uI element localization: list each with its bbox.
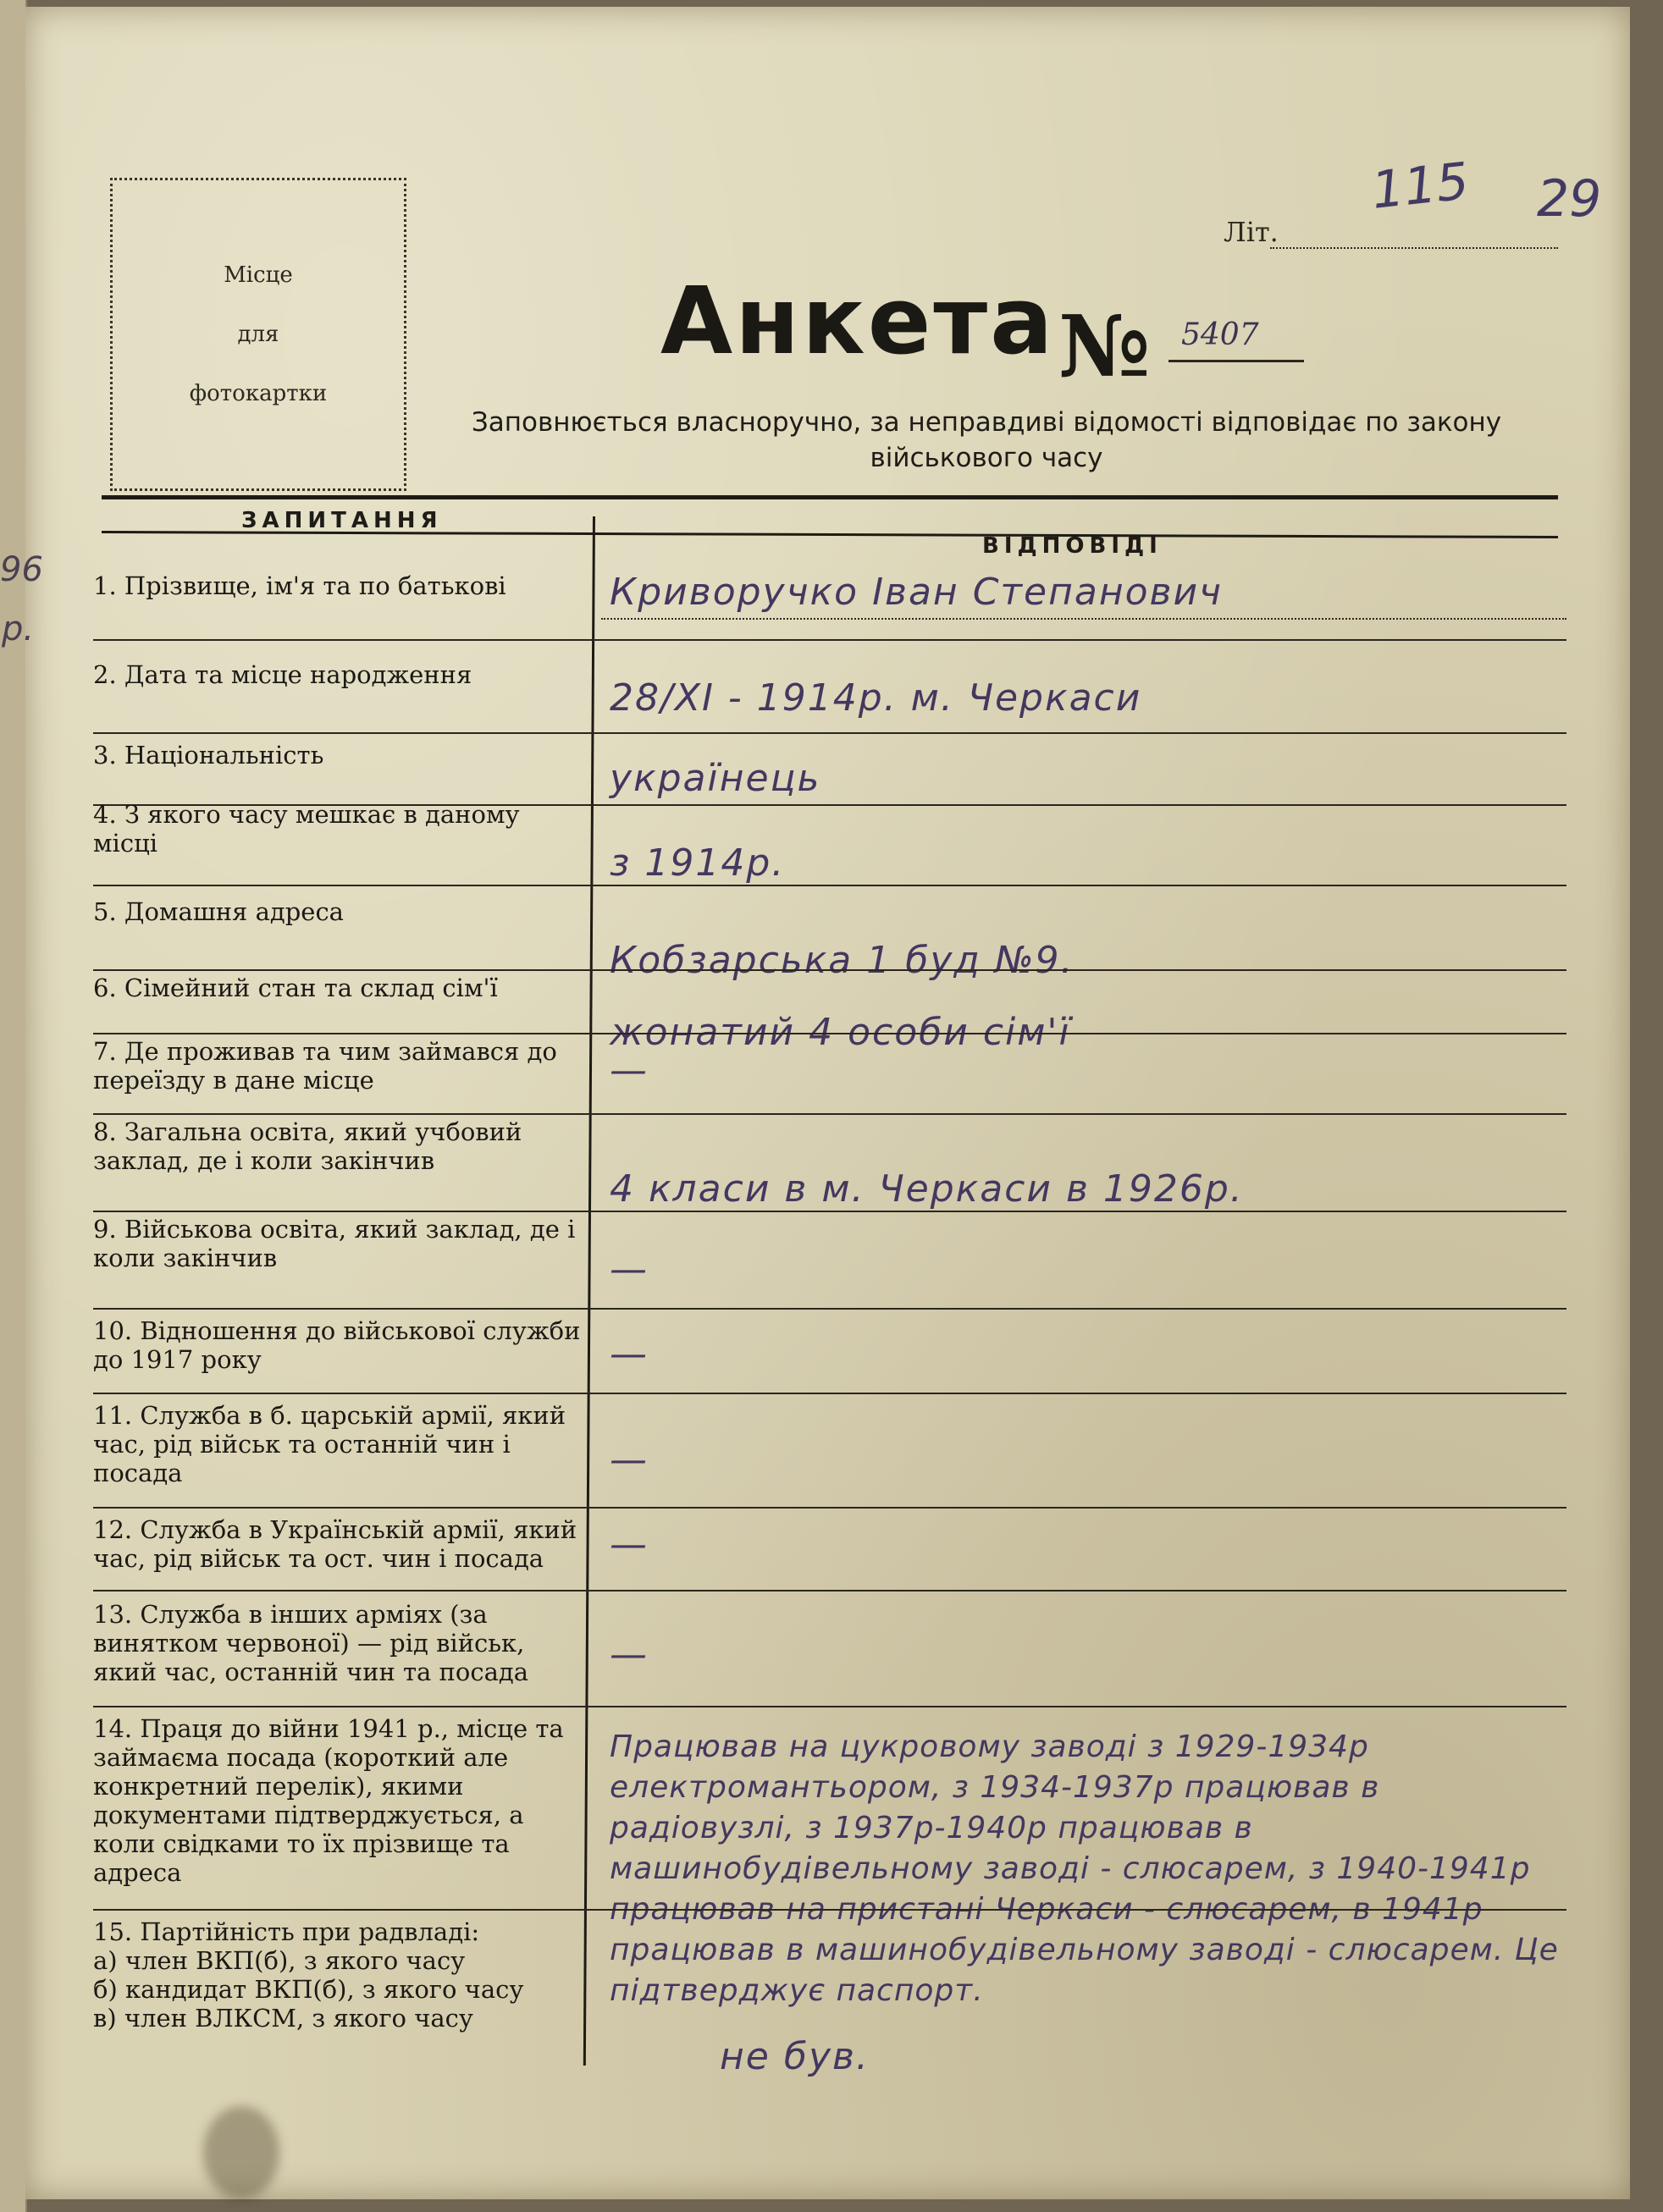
answer-11: — (610, 1438, 649, 1481)
question-2: 2. Дата та місце народження (93, 660, 472, 689)
header-rule-top (102, 495, 1558, 499)
form-subtitle (436, 405, 1537, 476)
form-row-9 (93, 1215, 1566, 1299)
photo-label-2: для (237, 322, 279, 347)
form-row-15 (93, 1917, 1566, 2087)
question-9: 9. Військова освіта, який заклад, де і коли закінчив (93, 1215, 576, 1272)
question-1: 1. Прізвище, ім'я та по батькові (93, 571, 506, 600)
answer-10: — (610, 1332, 649, 1376)
subtitle-line-2: військового часу (870, 443, 1103, 473)
photo-label-1: Місце (224, 262, 293, 288)
lit-label: Літ. (1224, 216, 1279, 248)
answer-4: з 1914р. (610, 841, 786, 885)
questions-header: ЗАПИТАННЯ (241, 508, 443, 533)
photo-placeholder (110, 178, 406, 491)
answers-header: ВІДПОВІДІ (982, 533, 1163, 559)
question-14: 14. Праця до війни 1941 р., місце та займаєма посада (короткий але конкретний перелік), якими документами підтверджується, а коли свідками то їх прізвище та адреса (93, 1714, 564, 1887)
question-6: 6. Сімейний стан та склад сім'ї (93, 974, 498, 1002)
number-sign: № (1058, 296, 1151, 396)
subtitle-line-1: Заповнюється власноручно, за неправдиві відомості відповідає по закону (471, 407, 1502, 438)
form-number: 5407 (1181, 317, 1259, 352)
question-8: 8. Загальна освіта, який учбовий заклад, де і коли закінчив (93, 1117, 522, 1175)
question-13: 13. Служба в інших арміях (за винятком червоної) — рід військ, який час, останній чин та посада (93, 1600, 529, 1686)
question-7: 7. Де проживав та чим займався до переїзду в дане місце (93, 1037, 557, 1095)
answer-15: не був. (720, 2035, 870, 2078)
answer-2: 28/XI - 1914р. м. Черкаси (610, 676, 1142, 720)
lit-handwritten-2: 29 (1537, 169, 1602, 229)
form-row-5 (93, 889, 1566, 982)
question-10: 10. Відношення до військової служби до 1917 року (93, 1316, 581, 1374)
stain (203, 2106, 279, 2199)
form-row-2 (93, 652, 1566, 736)
answer-12: — (610, 1523, 649, 1566)
photo-label-3: фотокартки (189, 381, 328, 406)
answer-13: — (610, 1633, 649, 1676)
question-3: 3. Національність (93, 741, 324, 770)
answer-6: жонатий 4 особи сім'ї (610, 1011, 1071, 1054)
answer-3: українець (610, 757, 821, 800)
answer-9: — (610, 1248, 649, 1291)
form-row-6 (93, 974, 1566, 1054)
form-row-1 (93, 571, 1566, 643)
margin-mark-1: 96 (0, 550, 43, 589)
answer-8: 4 класи в м. Черкаси в 1926р. (610, 1167, 1244, 1211)
form-row-10 (93, 1316, 1566, 1401)
lit-handwritten-1: 115 (1368, 152, 1472, 221)
adjacent-page-edge (0, 0, 27, 2212)
form-row-13 (93, 1596, 1566, 1706)
answer-14: Працював на цукровому заводі з 1929-1934р електромантьором, з 1934-1937р працював в радіовузлі, з 1937р-1940р працював в машинобудівельному заводі - слюсарем, з 1940-1941р працював на пристані Черкаси - слюсарем, в 1941р працював в машинобудівельному заводі - слюсарем. Це підтверджує паспорт. (610, 1729, 1570, 2008)
question-12: 12. Служба в Українській армії, який час, рід військ та ост. чин і посада (93, 1515, 577, 1573)
form-row-4 (93, 800, 1566, 885)
answer-1: Криворучко Іван Степанович (610, 571, 1224, 614)
form-row-12 (93, 1515, 1566, 1591)
question-11: 11. Служба в б. царській армії, який час, рід військ та останній чин і посада (93, 1401, 566, 1487)
question-5: 5. Домашня адреса (93, 897, 344, 926)
form-row-7 (93, 1037, 1566, 1117)
answer-7: — (610, 1049, 649, 1092)
form-row-3 (93, 736, 1566, 808)
lit-line (1270, 247, 1558, 249)
margin-mark-2: р. (2, 610, 35, 648)
form-title: Анкета (660, 267, 1056, 375)
form-row-11 (93, 1397, 1566, 1507)
answer-5: Кобзарська 1 буд №9. (610, 939, 1075, 982)
question-15: 15. Партійність при радвладі: а) член ВКП(б), з якого часу б) кандидат ВКП(б), з якого часу в) член ВЛКСМ, з якого часу (93, 1917, 524, 2033)
question-4: 4. З якого часу мешкає в даному місці (93, 800, 520, 858)
number-underline (1169, 360, 1304, 362)
